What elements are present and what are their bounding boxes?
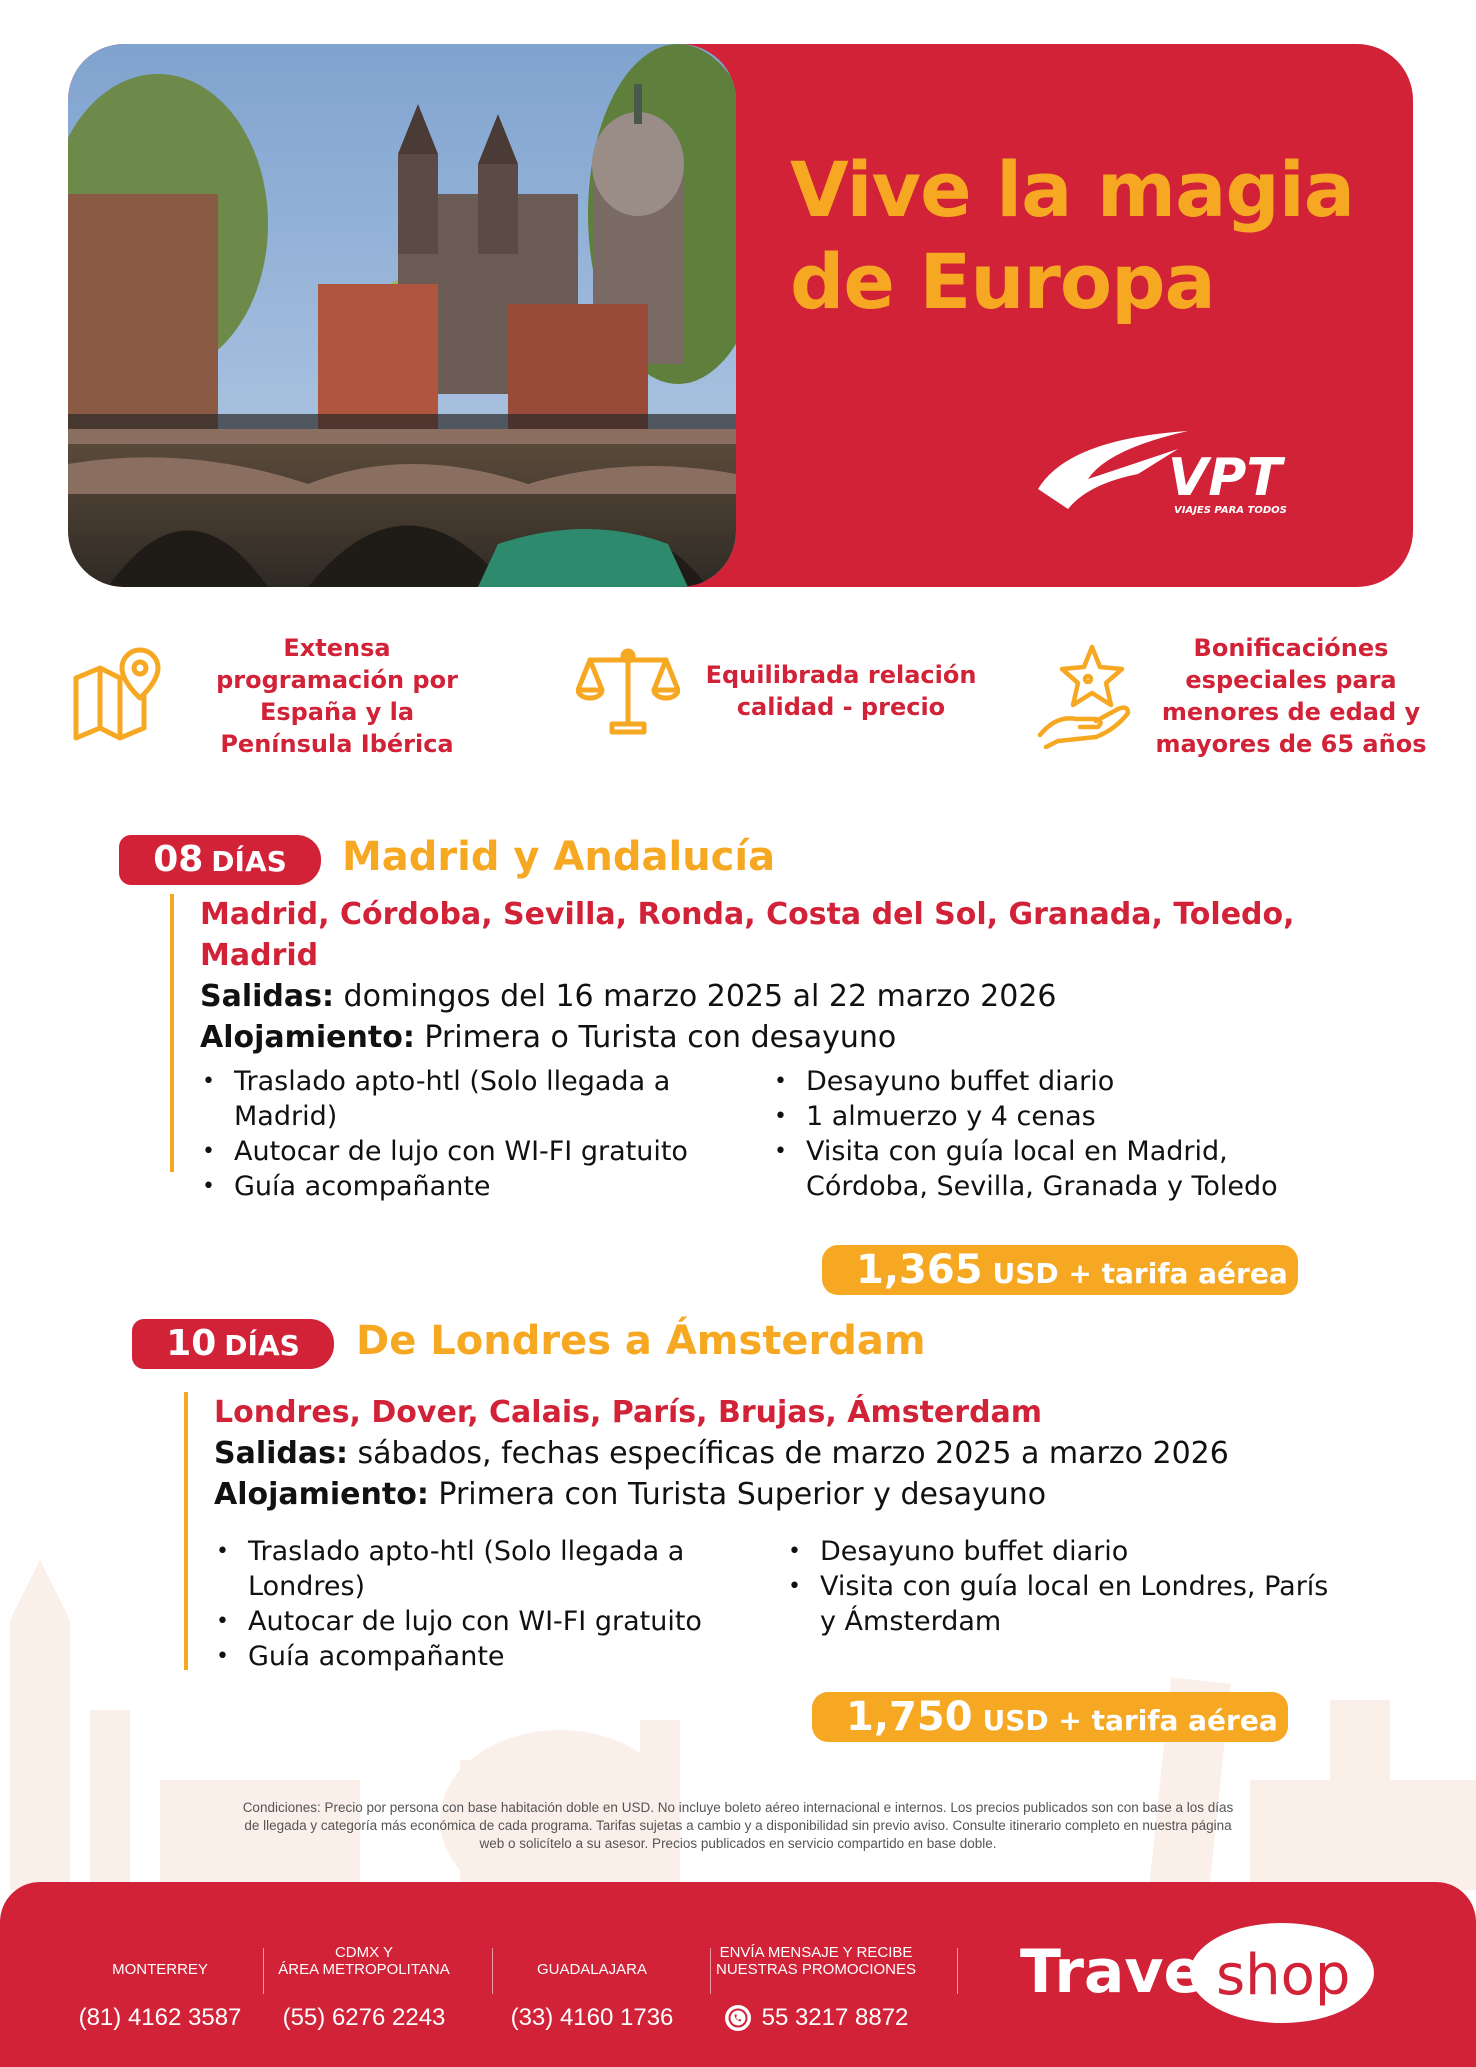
lodging-line: Alojamiento: Primera o Turista con desayuno: [200, 1020, 897, 1055]
feature-discounts: [1036, 632, 1456, 760]
list-item: • Autocar de lujo con WI-FI gratuito: [210, 1604, 770, 1639]
program-route: Londres, Dover, Calais, París, Brujas, Ámsterdam: [214, 1395, 1043, 1430]
office-guadalajara: [504, 1944, 680, 2032]
whatsapp-icon: [724, 2004, 752, 2032]
vpt-logo-name: VPT: [1168, 448, 1282, 508]
divider: [263, 1948, 264, 1994]
scale-icon: [576, 646, 680, 736]
feature-value: [576, 646, 996, 736]
list-item: • 1 almuerzo y 4 cenas: [768, 1099, 1368, 1134]
lodging-line: Alojamiento: Primera con Turista Superior y desayuno: [214, 1477, 1047, 1512]
days-badge: [119, 835, 321, 885]
price-badge: [822, 1245, 1298, 1295]
hero-title-line-1: Vive la magia: [790, 145, 1355, 234]
travelshop-logo-shop: shop: [1216, 1943, 1351, 2008]
includes-list-right: [782, 1534, 1382, 1639]
price-suffix: USD + tarifa aérea: [992, 1257, 1288, 1290]
departures-line: Salidas: sábados, fechas específicas de marzo 2025 a marzo 2026: [214, 1436, 1229, 1471]
list-item: • Autocar de lujo con WI-FI gratuito: [196, 1134, 756, 1169]
days-unit: DÍAS: [211, 845, 287, 878]
list-item: • Desayuno buffet diario: [782, 1534, 1382, 1569]
travelshop-logo: [1020, 1918, 1380, 2028]
days-unit: DÍAS: [224, 1329, 300, 1362]
days-count: 08: [153, 839, 204, 880]
days-count: 10: [166, 1323, 217, 1364]
price-suffix: USD + tarifa aérea: [982, 1704, 1278, 1737]
office-phone[interactable]: (55) 6276 2243: [282, 2004, 446, 2031]
list-item: • Guía acompañante: [196, 1169, 756, 1204]
feature-value-text: Equilibrada relación calidad - precio: [705, 661, 977, 721]
price-amount: 1,750: [846, 1694, 973, 1740]
office-monterrey: [70, 1944, 250, 2032]
hero-banner: [68, 44, 1413, 587]
price-amount: 1,365: [856, 1247, 983, 1293]
office-phone[interactable]: 55 3217 8872: [761, 2004, 909, 2031]
includes-list-right: [768, 1064, 1368, 1204]
office-city: CDMX Y ÁREA METROPOLITANA: [278, 1944, 450, 1978]
feature-programming-text: Extensa programación por España y la Península Ibérica: [216, 634, 458, 758]
list-item: • Guía acompañante: [210, 1639, 770, 1674]
hero-title: [790, 144, 1390, 328]
includes-list-left: [196, 1064, 756, 1204]
travelshop-logo-travel: Travel: [1020, 1937, 1225, 2007]
program-route: Madrid, Córdoba, Sevilla, Ronda, Costa del Sol, Granada, Toledo, Madrid: [200, 897, 1295, 973]
office-city: ENVÍA MENSAJE Y RECIBE NUESTRAS PROMOCIONES: [715, 1944, 917, 1978]
vpt-logo-tagline: VIAJES PARA TODOS: [1174, 505, 1287, 516]
office-whatsapp: [712, 1944, 920, 2032]
whatsapp-contact[interactable]: [712, 2004, 920, 2032]
divider: [710, 1948, 711, 1994]
includes-list-left: [210, 1534, 770, 1674]
office-city: GUADALAJARA: [536, 1961, 648, 1978]
office-city: MONTERREY: [112, 1961, 208, 1978]
conditions-disclaimer: Condiciones: Precio por persona con base habitación doble en USD. No incluye boleto aéreo internacional e internos. Los precios publicados son con base a los días de llegada y categoría más económica de cada programa. Tarifas sujetas a cambio y a disponibilidad sin previo aviso. Consulte itinerario completo en nuestra página web o solicítelo a su asesor. Precios publicados en servicio compartido en base doble.: [242, 1800, 1234, 1851]
map-pin-icon: [70, 646, 166, 746]
list-item: • Traslado apto-htl (Solo llegada a Londres): [210, 1534, 770, 1604]
days-badge: [132, 1319, 334, 1369]
feature-discounts-text: Bonificaciónes especiales para menores de edad y mayores de 65 años: [1155, 634, 1427, 758]
star-hand-icon: [1036, 643, 1136, 749]
program-title: Madrid y Andalucía: [342, 834, 776, 880]
office-cdmx: [276, 1944, 452, 2032]
list-item: • Traslado apto-htl (Solo llegada a Madrid): [196, 1064, 756, 1134]
divider: [492, 1948, 493, 1994]
amsterdam-canal-photo: [68, 44, 736, 587]
office-phone[interactable]: (33) 4160 1736: [510, 2004, 674, 2031]
list-item: • Visita con guía local en Madrid, Córdoba, Sevilla, Granada y Toledo: [768, 1134, 1368, 1204]
list-item: • Visita con guía local en Londres, París y Ámsterdam: [782, 1569, 1382, 1639]
swoosh-icon: [1038, 431, 1188, 509]
price-badge: [812, 1692, 1288, 1742]
divider: [957, 1948, 958, 1994]
program-title: De Londres a Ámsterdam: [356, 1318, 926, 1364]
departures-line: Salidas: domingos del 16 marzo 2025 al 22 marzo 2026: [200, 979, 1057, 1014]
list-item: • Desayuno buffet diario: [768, 1064, 1368, 1099]
vpt-logo: [1028, 429, 1328, 519]
office-phone[interactable]: (81) 4162 3587: [78, 2004, 242, 2031]
feature-programming: [70, 632, 490, 760]
hero-title-line-2: de Europa: [790, 237, 1215, 326]
